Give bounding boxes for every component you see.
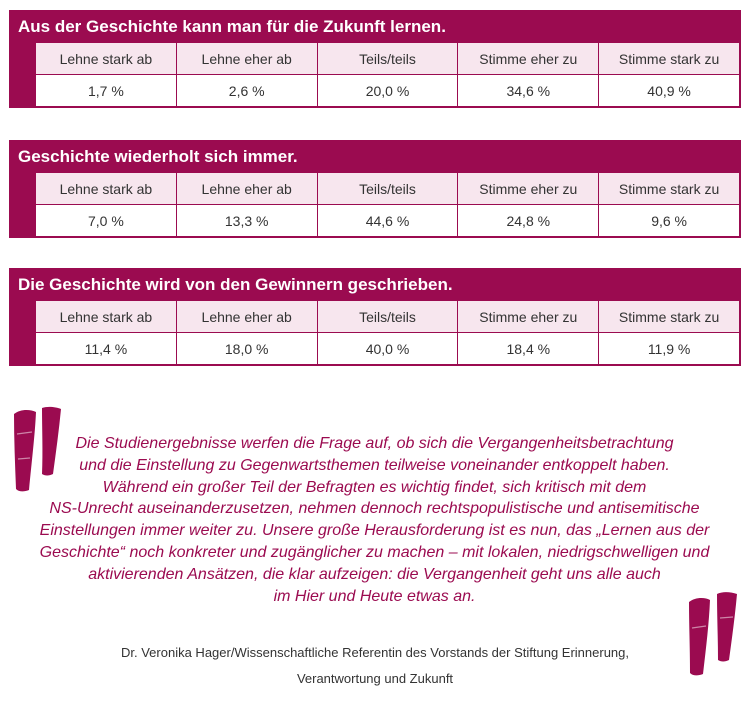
survey-block-1	[9, 10, 741, 108]
survey-table	[36, 173, 739, 236]
header-cell: Lehne stark ab	[36, 173, 176, 204]
value-cell: 2,6 %	[177, 75, 317, 106]
quote-attribution	[40, 640, 710, 692]
survey-block-3	[9, 268, 741, 366]
header-cell: Teils/teils	[318, 173, 458, 204]
header-cell: Lehne stark ab	[36, 301, 176, 332]
header-cell: Stimme eher zu	[458, 173, 598, 204]
value-cell: 20,0 %	[318, 75, 458, 106]
header-cell: Stimme stark zu	[599, 301, 739, 332]
value-cell: 11,9 %	[599, 333, 739, 364]
survey-table	[36, 43, 739, 106]
header-cell: Lehne eher ab	[177, 173, 317, 204]
quote-line: aktivierenden Ansätzen, die klar aufzeigen: die Vergangenheit geht uns alle auch	[88, 565, 661, 583]
value-cell: 7,0 %	[36, 205, 176, 236]
quote-line: Während ein großer Teil der Befragten es wichtig findet, sich kritisch mit dem	[102, 478, 647, 496]
header-cell: Stimme stark zu	[599, 173, 739, 204]
survey-title: Geschichte wiederholt sich immer.	[18, 147, 298, 166]
value-cell: 24,8 %	[458, 205, 598, 236]
value-cell: 44,6 %	[318, 205, 458, 236]
attribution-line: Dr. Veronika Hager/Wissenschaftliche Referentin des Vorstands der Stiftung Erinnerung,	[121, 645, 629, 660]
quote-text	[16, 433, 733, 607]
survey-title: Aus der Geschichte kann man für die Zukunft lernen.	[18, 17, 446, 36]
survey-title: Die Geschichte wird von den Gewinnern geschrieben.	[18, 275, 453, 294]
quote-line: und die Einstellung zu Gegenwartsthemen teilweise voneinander entkoppelt haben.	[79, 456, 670, 474]
header-cell: Lehne eher ab	[177, 301, 317, 332]
quote-line: Einstellungen immer weiter zu. Unsere große Herausforderung ist es nun, das „Lernen aus der	[39, 522, 710, 540]
quote-line: NS-Unrecht auseinanderzusetzen, nehmen dennoch rechtspopulistische und antisemitische	[49, 500, 700, 518]
header-cell: Stimme eher zu	[458, 43, 598, 74]
value-cell: 11,4 %	[36, 333, 176, 364]
attribution-line: Verantwortung und Zukunft	[296, 671, 454, 686]
survey-table	[36, 301, 739, 364]
value-cell: 9,6 %	[599, 205, 739, 236]
quote-line: Geschichte“ noch konkreter und zugänglicher zu machen – mit lokalen, niedrigschwelligen und	[39, 543, 710, 561]
quote-line: Die Studienergebnisse werfen die Frage auf, ob sich die Vergangenheitsbetrachtung	[75, 435, 674, 452]
value-cell: 40,9 %	[599, 75, 739, 106]
header-cell: Lehne stark ab	[36, 43, 176, 74]
value-cell: 18,4 %	[458, 333, 598, 364]
header-cell: Lehne eher ab	[177, 43, 317, 74]
quote-line: im Hier und Heute etwas an.	[273, 587, 476, 605]
value-cell: 40,0 %	[318, 333, 458, 364]
header-cell: Teils/teils	[318, 43, 458, 74]
header-cell: Stimme eher zu	[458, 301, 598, 332]
value-cell: 18,0 %	[177, 333, 317, 364]
survey-block-2	[9, 140, 741, 238]
header-cell: Stimme stark zu	[599, 43, 739, 74]
value-cell: 34,6 %	[458, 75, 598, 106]
value-cell: 1,7 %	[36, 75, 176, 106]
header-cell: Teils/teils	[318, 301, 458, 332]
value-cell: 13,3 %	[177, 205, 317, 236]
